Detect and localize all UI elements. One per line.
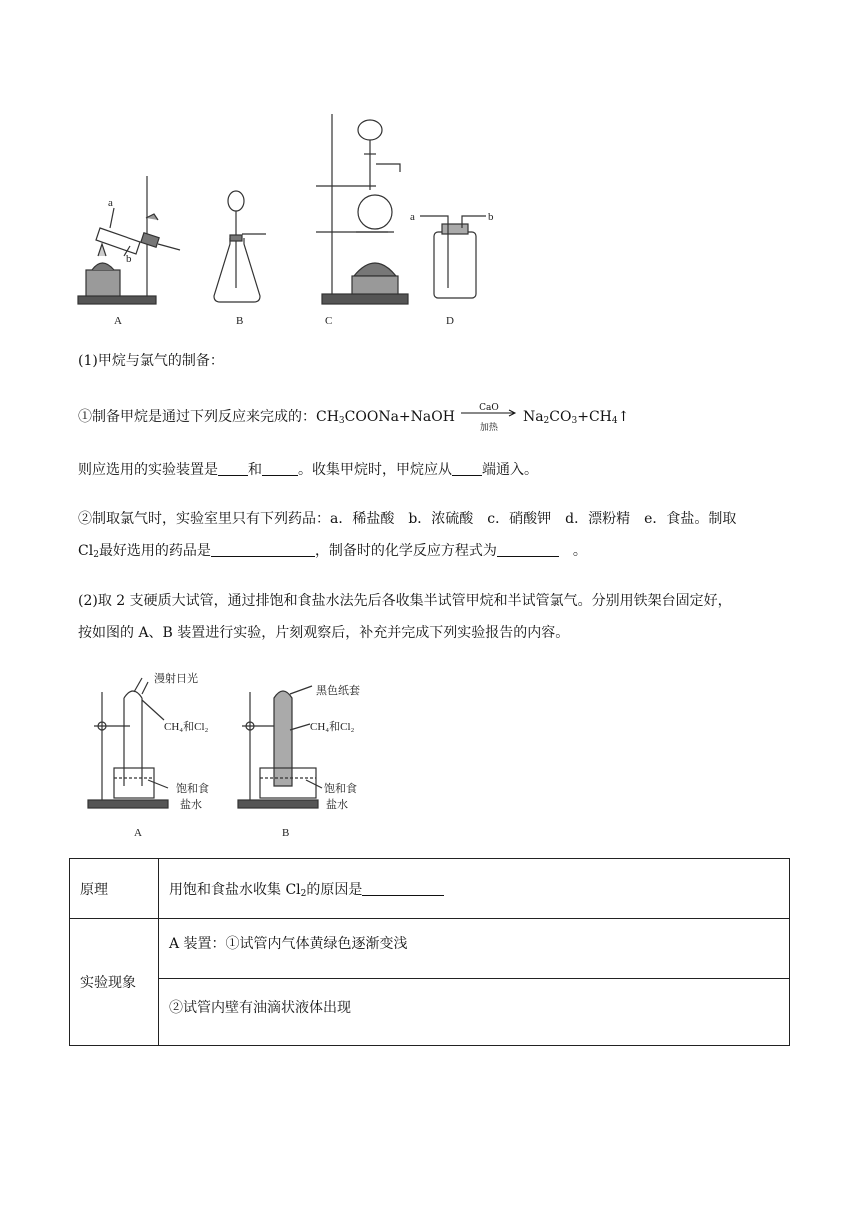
q-text-2: 和 (248, 462, 262, 478)
reaction-line (78, 405, 629, 432)
principle-header: 原理 (70, 859, 159, 919)
tag-a-D: a (410, 211, 415, 223)
sub-2-report: 2 (300, 888, 307, 899)
apparatus-C (316, 114, 408, 304)
item2-text-d: 。 (558, 543, 587, 559)
answer-blank-4[interactable] (211, 542, 315, 557)
label-C: C (325, 315, 333, 327)
gas-up-arrow: ↑ (617, 409, 630, 425)
setup-label-A: A (134, 827, 142, 839)
item2-line2 (78, 540, 587, 566)
answer-blank-6[interactable] (362, 881, 444, 896)
item2-line1: ②制取氯气时，实验室里只有下列药品：a．稀盐酸 b．浓硫酸 c．硝酸钾 d．漂粉精 e．食盐。制取 (78, 511, 737, 527)
table-row-principle (70, 859, 790, 919)
item2-text-c: ，制备时的化学反应方程式为 (314, 543, 497, 559)
product-ch: +CH (577, 409, 612, 425)
product-na: Na (522, 409, 544, 425)
sleeve-label: 黑色纸套 (316, 685, 360, 697)
tube-setup-B (238, 686, 322, 808)
brine-label-B-1: 饱和食 (324, 783, 357, 795)
question-apparatus (78, 459, 538, 481)
q-text-4: 端通入。 (482, 462, 538, 478)
label-A: A (114, 315, 122, 327)
arrow-condition-bottom: 加热 (479, 423, 498, 433)
section2-line2: 按如图的 A、B 装置进行实验，片刻观察后，补充并完成下列实验报告的内容。 (78, 625, 570, 641)
section2-line1: (2)取 2 支硬质大试管，通过排饱和食盐水法先后各收集半试管甲烷和半试管氯气。分别用铁架台固定好， (78, 593, 732, 609)
label-B: B (236, 315, 244, 327)
apparatus-B (214, 191, 266, 302)
setup-label-B: B (282, 827, 290, 839)
apparatus-D (420, 216, 486, 298)
apparatus-figure-2 (84, 668, 384, 840)
apparatus-figure-1 (70, 108, 510, 333)
table-row-phenomenon-1 (70, 919, 790, 979)
brine-label-B-2: 盐水 (326, 799, 348, 811)
brine-label-A-2: 盐水 (180, 799, 202, 811)
tube-setup-A (88, 678, 168, 808)
phenomenon-header: 实验现象 (70, 919, 159, 1046)
q-text-1: 则应选用的实验装置是 (78, 462, 218, 478)
principle-text-b: 的原因是 (306, 881, 363, 898)
reaction-arrow (461, 403, 517, 433)
answer-blank-3[interactable] (452, 461, 482, 476)
answer-blank-2[interactable] (262, 461, 298, 476)
light-label: 漫射日光 (154, 673, 198, 685)
tag-a-A: a (108, 197, 113, 209)
answer-blank-5[interactable] (497, 542, 559, 557)
experiment-report-table (69, 858, 790, 1046)
phenomenon-cell-2: ②试管内壁有油滴状液体出现 (159, 979, 790, 1046)
principle-cell (159, 859, 790, 919)
arrow-condition-top: CaO (479, 403, 499, 413)
sub-3b: 3 (571, 416, 578, 426)
principle-text-a: 用饱和食盐水收集 Cl (169, 881, 301, 898)
phenomenon-cell-1: A 装置：①试管内气体黄绿色逐渐变浅 (159, 919, 790, 979)
answer-blank-1[interactable] (218, 461, 248, 476)
apparatus-A (78, 176, 180, 304)
table-row-phenomenon-2 (70, 979, 790, 1046)
tag-b-A: b (126, 253, 132, 265)
reaction-prefix: ①制备甲烷是通过下列反应来完成的：CH (78, 409, 339, 425)
gas-label-A: CH₄和Cl₂ (164, 721, 209, 733)
reaction-reactants: COONa+NaOH (344, 409, 455, 425)
sub-2: 2 (543, 416, 550, 426)
sub-4: 4 (611, 416, 618, 426)
section1-heading: (1)甲烷与氯气的制备： (78, 353, 224, 369)
cl-text: Cl (78, 543, 94, 559)
brine-label-A-1: 饱和食 (176, 783, 209, 795)
tag-b-D: b (488, 211, 494, 223)
sub-2-cl: 2 (93, 550, 99, 560)
q-text-3: 。收集甲烷时，甲烷应从 (298, 462, 452, 478)
product-co: CO (549, 409, 572, 425)
label-D: D (446, 315, 454, 327)
sub-3: 3 (338, 416, 345, 426)
gas-label-B: CH₄和Cl₂ (310, 721, 355, 733)
item2-text-b: 最好选用的药品是 (98, 543, 211, 559)
